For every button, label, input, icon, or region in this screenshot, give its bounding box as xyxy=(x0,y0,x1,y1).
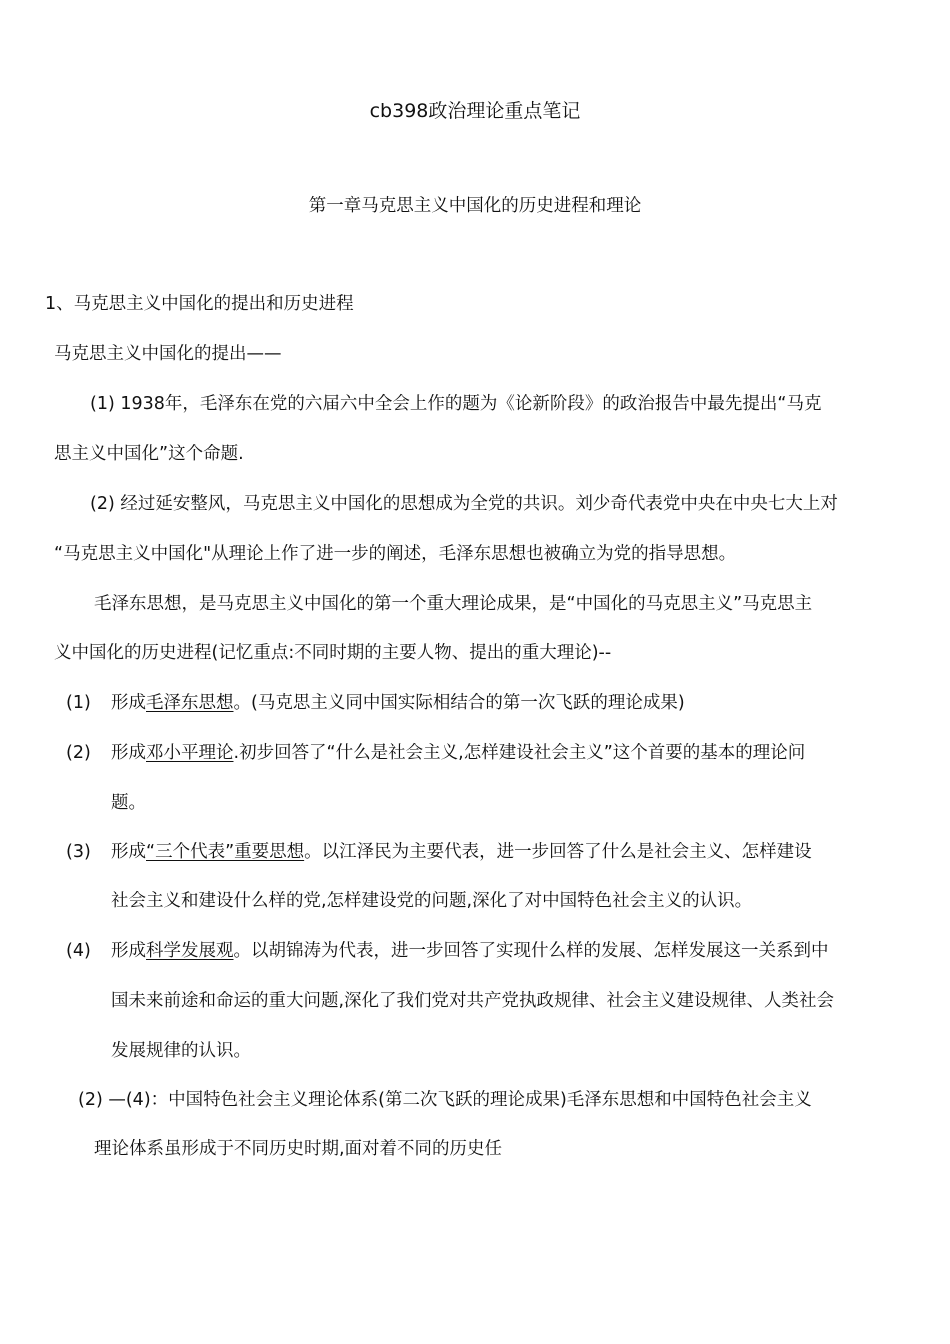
list-item-prefix: 形成 xyxy=(111,693,146,713)
paragraph-1-line-2: 思主义中国化”这个命题. xyxy=(54,444,244,464)
list-item-text: 。(马克思主义同中国实际相结合的第一次飞跃的理论成果) xyxy=(233,693,685,713)
list-item-prefix: 形成 xyxy=(111,842,146,862)
paragraph-3-line-1: 毛泽东思想，是马克思主义中国化的第一个重大理论成果，是“中国化的马克思主义”马克思主 xyxy=(94,594,813,614)
list-item-text: .初步回答了“什么是社会主义,怎样建设社会主义”这个首要的基本的理论问 xyxy=(233,743,806,763)
paragraph-2-line-1: (2) 经过延安整风，马克思主义中国化的思想成为全党的共识。刘少奇代表党中央在中央七大上对 xyxy=(90,494,838,514)
paragraph-4-line-1: (2) —(4)：中国特色社会主义理论体系(第二次飞跃的理论成果)毛泽东思想和中国特色社会主义 xyxy=(78,1090,812,1110)
list-item-continuation: 发展规律的认识。 xyxy=(111,1041,251,1061)
paragraph-3-line-2: 义中国化的历史进程(记忆重点:不同时期的主要人物、提出的重大理论)-- xyxy=(54,643,612,663)
paragraph-4-line-2: 理论体系虽形成于不同历史时期,面对着不同的历史任 xyxy=(94,1139,503,1159)
list-item-number: (2) xyxy=(66,743,91,763)
underlined-term: 毛泽东思想 xyxy=(146,693,234,713)
list-item-prefix: 形成 xyxy=(111,941,146,961)
list-item-text: 。以江泽民为主要代表，进一步回答了什么是社会主义、怎样建设 xyxy=(304,842,812,862)
list-item-number: (4) xyxy=(66,941,91,961)
list-item-number: (3) xyxy=(66,842,91,862)
list-item xyxy=(111,840,812,864)
underlined-term: 科学发展观 xyxy=(146,941,234,961)
section-heading: 1、马克思主义中国化的提出和历史进程 xyxy=(45,294,354,314)
list-item-continuation: 社会主义和建设什么样的党,怎样建设党的问题,深化了对中国特色社会主义的认识。 xyxy=(111,891,753,911)
list-item-text: 。以胡锦涛为代表，进一步回答了实现什么样的发展、怎样发展这一关系到中 xyxy=(233,941,829,961)
list-item-prefix: 形成 xyxy=(111,743,146,763)
list-item xyxy=(111,939,829,963)
paragraph-2-line-2: “马克思主义中国化"从理论上作了进一步的阐述，毛泽东思想也被确立为党的指导思想。 xyxy=(54,544,737,564)
chapter-heading: 第一章马克思主义中国化的历史进程和理论 xyxy=(308,196,642,216)
paragraph-1-line-1: (1) 1938年，毛泽东在党的六届六中全会上作的题为《论新阶段》的政治报告中最先提出“马克 xyxy=(90,394,822,414)
underlined-term: “三个代表”重要思想 xyxy=(146,842,305,862)
list-item xyxy=(111,691,685,715)
proposal-heading: 马克思主义中国化的提出—— xyxy=(54,344,282,364)
list-item-continuation: 题。 xyxy=(111,793,146,813)
list-item-number: (1) xyxy=(66,693,91,713)
list-item-continuation: 国未来前途和命运的重大问题,深化了我们党对共产党执政规律、社会主义建设规律、人类社会 xyxy=(111,991,835,1011)
underlined-term: 邓小平理论 xyxy=(146,743,234,763)
list-item xyxy=(111,741,805,765)
document-title: cb398政治理论重点笔记 xyxy=(369,100,581,122)
